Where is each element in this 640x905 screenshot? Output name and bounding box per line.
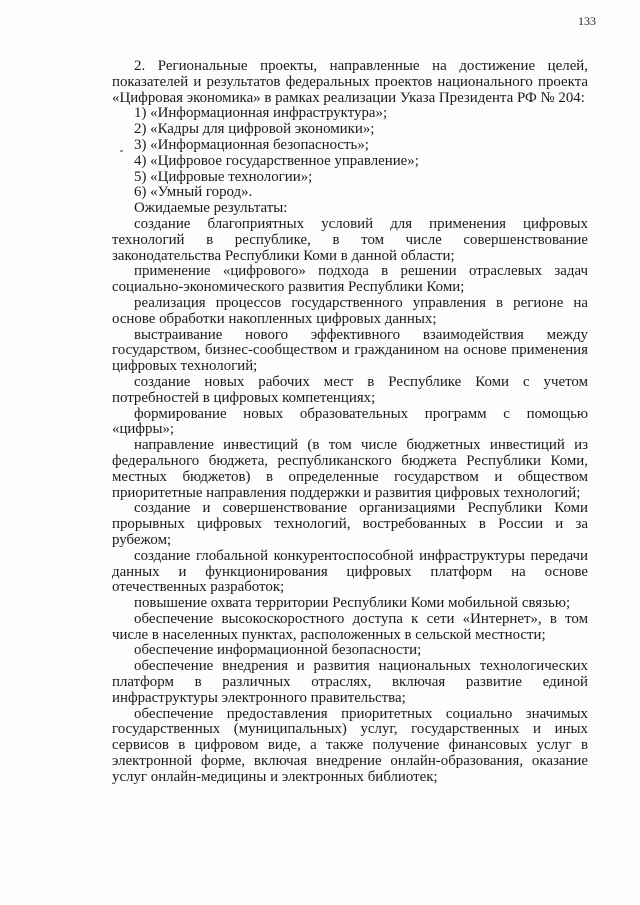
page-number: 133 (578, 14, 596, 28)
project-item-4: 4) «Цифровое государственное управление»; (134, 152, 419, 169)
result-paragraph: выстраивание нового эффективного взаимодействия между государством, бизнес-сообществом и гражданином на основе применения цифровых технологий; (112, 326, 588, 375)
result-paragraph: направление инвестиций (в том числе бюджетных инвестиций из федерального бюджета, республиканского бюджета Республики Коми, местных бюджетов) в определенные государством и обществом приоритетные направления поддержки и развития цифровых технологий; (112, 437, 588, 501)
document-body (112, 59, 588, 786)
result-paragraph: обеспечение внедрения и развития национальных технологических платформ в различных отраслях, включая развитие единой инфраструктуры электронного правительства; (112, 658, 588, 706)
intro-paragraph: 2. Региональные проекты, направленные на достижение целей, показателей и результатов федеральных проектов национального проекта «Цифровая экономика» в рамках реализации Указа Президента РФ № 204: (112, 58, 588, 106)
project-item-2: 2) «Кадры для цифровой экономики»; (134, 121, 375, 138)
result-paragraph: создание глобальной конкурентоспособной инфраструктуры передачи данных и функционирования цифровых платформ на основе отечественных разработок; (112, 547, 588, 596)
project-item-3: 3) «Информационная безопасность»; (134, 136, 369, 153)
result-paragraph: обеспечение предоставления приоритетных социально значимых государственных (муниципальных) услуг, государственных и иных сервисов в цифровом виде, а также получение финансовых услуг в электронной форме, включая внедрение онлайн-образования, оказание услуг онлайн-медицины и электронных библиотек; (112, 705, 588, 785)
result-paragraph: реализация процессов государственного управления в регионе на основе обработки накопленных цифровых данных; (112, 294, 588, 327)
project-item-1: 1) «Информационная инфраструктура»; (134, 105, 388, 122)
results-heading: Ожидаемые результаты: (134, 200, 288, 217)
result-paragraph: повышение охвата территории Республики Коми мобильной связью; (134, 595, 571, 612)
result-paragraph: обеспечение информационной безопасности; (134, 642, 422, 659)
result-paragraph: создание и совершенствование организациями Республики Коми прорывных цифровых технологий, востребованных в России и за рубежом; (112, 500, 588, 548)
result-paragraph: создание новых рабочих мест в Республике Коми с учетом потребностей в цифровых компетенциях; (112, 373, 588, 406)
project-item-6: 6) «Умный город». (134, 184, 253, 201)
project-item-5: 5) «Цифровые технологии»; (134, 168, 313, 185)
result-paragraph: создание благоприятных условий для применения цифровых технологий в республике, в том числе совершенствование законодательства Республики Коми в данной области; (112, 215, 588, 264)
result-paragraph: формирование новых образовательных программ с помощью «цифры»; (112, 405, 588, 438)
result-paragraph: применение «цифрового» подхода в решении отраслевых задач социально-экономического развития Республики Коми; (112, 263, 588, 296)
result-paragraph: обеспечение высокоскоростного доступа к сети «Интернет», в том числе в населенных пунктах, расположенных в сельской местности; (112, 610, 588, 643)
